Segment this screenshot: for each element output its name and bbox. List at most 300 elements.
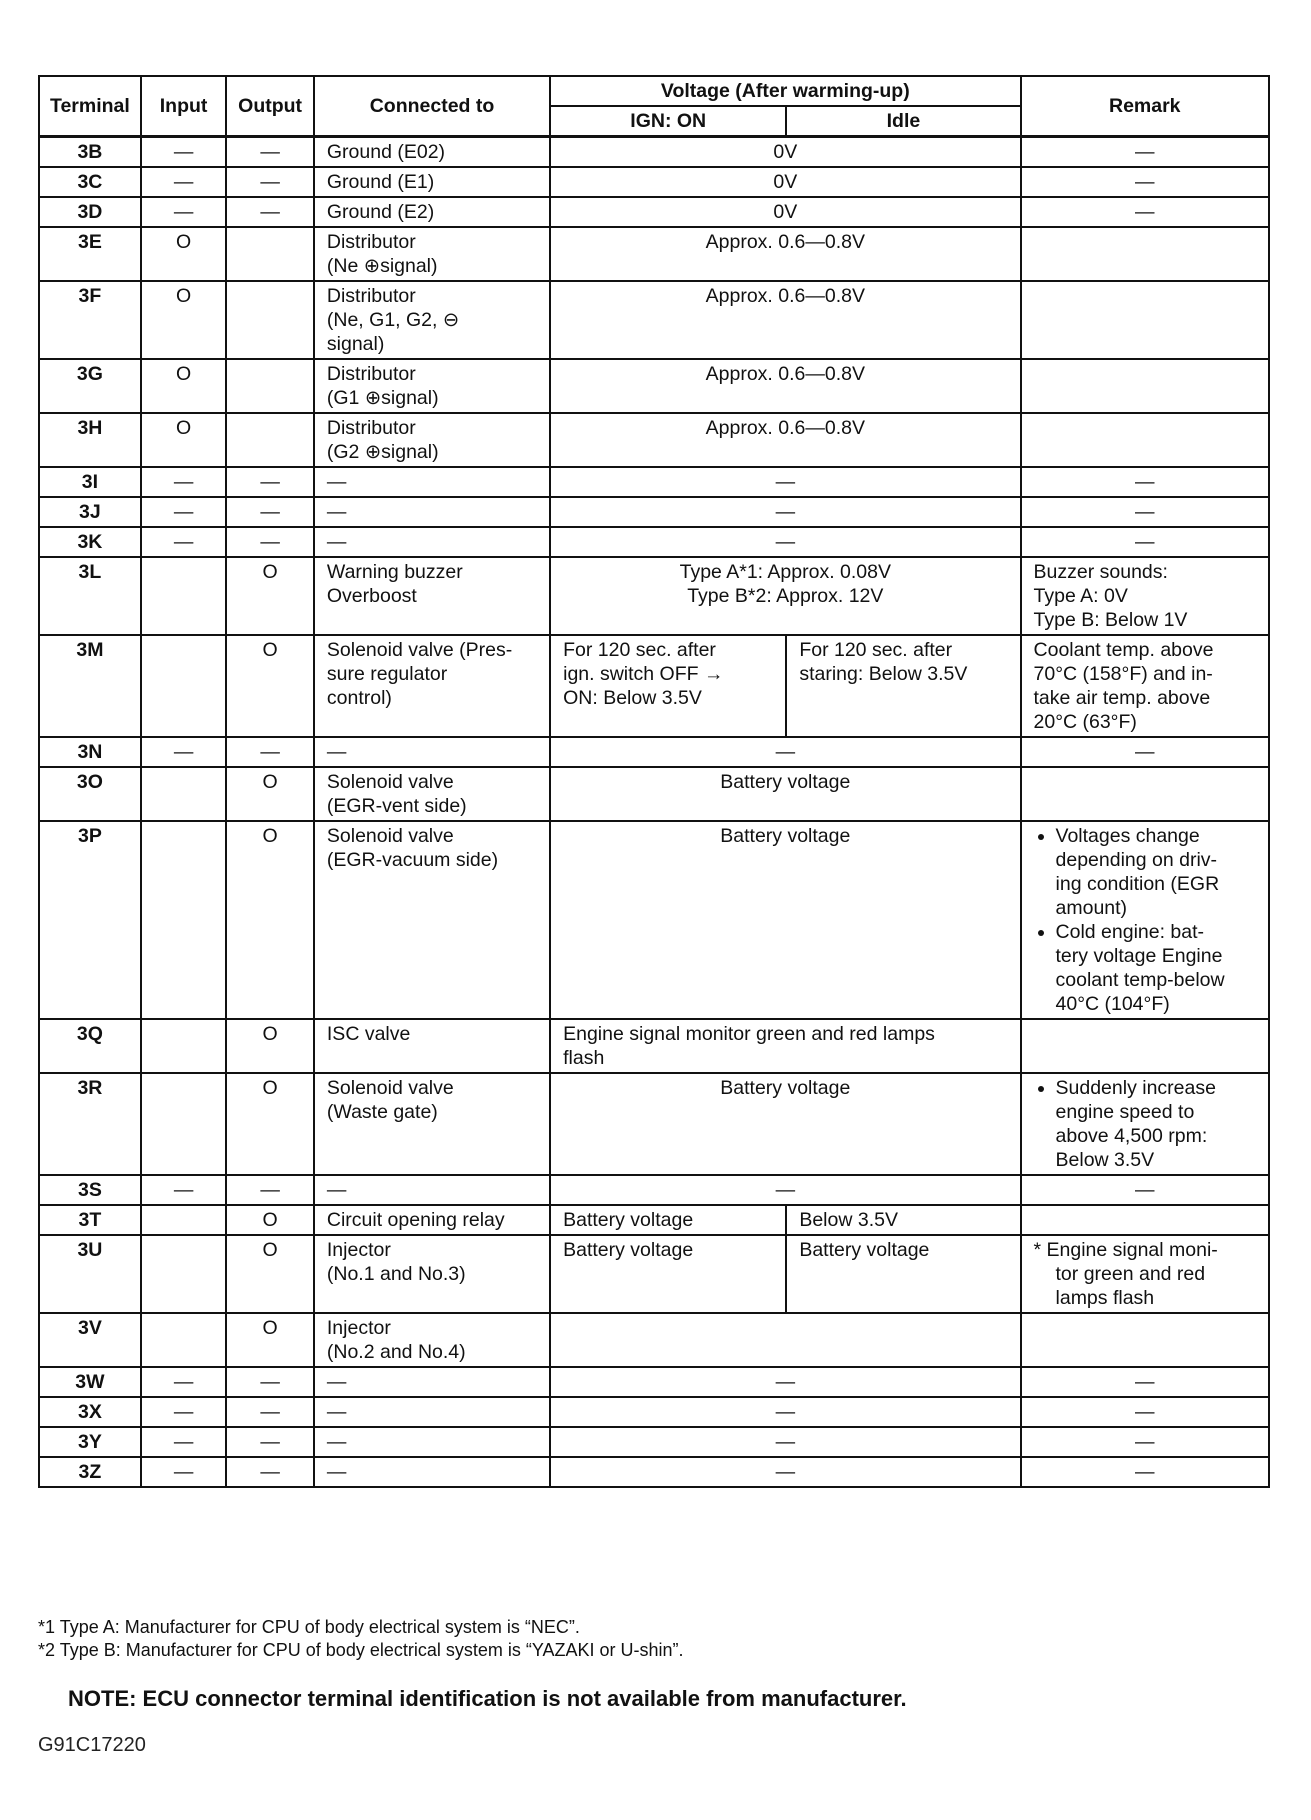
voltage-cell	[550, 137, 1020, 168]
connected-to-cell	[314, 1175, 550, 1205]
connected-to-cell	[314, 1367, 550, 1397]
voltage-ign-on-cell-text: For 120 sec. after ign. switch OFF → ON: Below 3.5V	[563, 639, 724, 709]
output-cell	[226, 497, 314, 527]
voltage-cell-text: —	[775, 501, 796, 523]
table-row	[39, 635, 1269, 737]
terminal-cell	[39, 1205, 141, 1235]
table-row	[39, 197, 1269, 227]
remark-cell-text: —	[1135, 171, 1155, 193]
output-cell	[226, 359, 314, 413]
terminal-cell-text: 3Q	[76, 1023, 103, 1045]
remark-cell	[1021, 137, 1269, 168]
voltage-cell	[550, 527, 1020, 557]
terminal-cell	[39, 359, 141, 413]
voltage-cell-text: —	[775, 471, 796, 493]
terminal-cell	[39, 1427, 141, 1457]
connected-to-cell-text: Warning buzzer Overboost	[326, 561, 463, 607]
terminal-cell-text: 3C	[77, 171, 103, 193]
input-cell-text: O	[175, 231, 192, 253]
output-cell	[226, 1235, 314, 1313]
terminal-voltage-table	[38, 75, 1270, 1488]
terminal-cell-text: 3E	[77, 231, 102, 253]
output-cell	[226, 197, 314, 227]
terminal-cell-text: 3U	[77, 1239, 103, 1261]
connected-to-cell	[314, 197, 550, 227]
input-cell	[141, 821, 227, 1019]
terminal-cell-text: 3F	[78, 285, 102, 307]
table-row	[39, 1313, 1269, 1367]
header-terminal: Terminal	[39, 76, 141, 137]
voltage-cell	[550, 227, 1020, 281]
input-cell	[141, 497, 227, 527]
voltage-cell-text: —	[775, 531, 796, 553]
terminal-cell-text: 3X	[77, 1401, 102, 1423]
connected-to-cell	[314, 1205, 550, 1235]
voltage-cell	[550, 197, 1020, 227]
remark-cell-text: —	[1135, 531, 1155, 553]
connected-to-cell	[314, 1457, 550, 1487]
input-cell	[141, 767, 227, 821]
input-cell	[141, 635, 227, 737]
output-cell-text: O	[262, 771, 278, 793]
table-row	[39, 557, 1269, 635]
voltage-cell	[550, 167, 1020, 197]
table-body	[39, 137, 1269, 1488]
output-cell	[226, 737, 314, 767]
connected-to-cell-text: Distributor (Ne, G1, G2, ⊖ signal)	[326, 285, 460, 355]
voltage-cell	[550, 1367, 1020, 1397]
terminal-cell	[39, 227, 141, 281]
voltage-cell	[550, 1313, 1020, 1367]
remark-cell	[1021, 1019, 1269, 1073]
voltage-cell-text: —	[775, 741, 796, 763]
input-cell	[141, 1367, 227, 1397]
input-cell	[141, 1235, 227, 1313]
output-cell	[226, 1397, 314, 1427]
remark-bullet-list	[1034, 1076, 1256, 1172]
input-cell-text: —	[173, 1371, 194, 1393]
terminal-cell	[39, 1457, 141, 1487]
remark-cell-text: —	[1135, 201, 1155, 223]
remark-cell	[1021, 1427, 1269, 1457]
footnote-type-b: *2 Type B: Manufacturer for CPU of body electrical system is “YAZAKI or U-shin”.	[38, 1640, 684, 1660]
input-cell	[141, 1019, 227, 1073]
voltage-cell-text: Battery voltage	[720, 1077, 851, 1099]
table-row	[39, 1235, 1269, 1313]
connected-to-cell-text: Solenoid valve (EGR-vent side)	[326, 771, 467, 817]
terminal-cell-text: 3Y	[77, 1431, 102, 1453]
input-cell	[141, 737, 227, 767]
voltage-cell-text: Engine signal monitor green and red lamps flash	[563, 1023, 935, 1069]
output-cell	[226, 1427, 314, 1457]
table-row	[39, 1457, 1269, 1487]
output-cell	[226, 167, 314, 197]
output-cell	[226, 1313, 314, 1367]
output-cell	[226, 1457, 314, 1487]
terminal-cell	[39, 413, 141, 467]
table-row	[39, 527, 1269, 557]
table-row	[39, 1427, 1269, 1457]
table-row	[39, 281, 1269, 359]
input-cell	[141, 359, 227, 413]
input-cell-text: —	[173, 1179, 194, 1201]
terminal-cell-text: 3W	[75, 1371, 105, 1393]
connected-to-cell	[314, 167, 550, 197]
voltage-cell-text: —	[775, 1431, 796, 1453]
connected-to-cell-text: Ground (E02)	[326, 141, 446, 163]
voltage-cell	[550, 1457, 1020, 1487]
header-connected-to: Connected to	[314, 76, 550, 137]
connected-to-cell	[314, 1397, 550, 1427]
remark-cell-text: —	[1135, 1371, 1155, 1393]
remark-cell	[1021, 359, 1269, 413]
voltage-cell-text: Approx. 0.6—0.8V	[705, 417, 865, 439]
input-cell	[141, 281, 227, 359]
voltage-cell	[550, 1397, 1020, 1427]
input-cell	[141, 137, 227, 168]
manufacturer-note: NOTE: ECU connector terminal identification is not available from manufacturer.	[68, 1686, 907, 1711]
input-cell	[141, 1313, 227, 1367]
table-row	[39, 497, 1269, 527]
output-cell-text: —	[260, 201, 280, 223]
voltage-idle-cell	[786, 635, 1020, 737]
output-cell-text: —	[260, 741, 280, 763]
input-cell-text: O	[175, 417, 192, 439]
table-row	[39, 1073, 1269, 1175]
remark-cell	[1021, 1205, 1269, 1235]
voltage-cell-text: —	[775, 1371, 796, 1393]
remark-bullet-list	[1034, 824, 1256, 1016]
footnote-type-a: *1 Type A: Manufacturer for CPU of body electrical system is “NEC”.	[38, 1617, 580, 1637]
input-cell	[141, 413, 227, 467]
connected-to-cell-text: ISC valve	[326, 1023, 411, 1045]
voltage-cell	[550, 281, 1020, 359]
header-remark: Remark	[1021, 76, 1269, 137]
table-row	[39, 1019, 1269, 1073]
terminal-cell-text: 3B	[77, 141, 103, 163]
connected-to-cell-text: Ground (E2)	[326, 201, 435, 223]
connected-to-cell-text: Solenoid valve (EGR-vacuum side)	[326, 825, 499, 871]
connected-to-cell-text: —	[326, 471, 347, 493]
terminal-cell	[39, 1175, 141, 1205]
output-cell	[226, 1205, 314, 1235]
remark-cell-text: —	[1135, 501, 1155, 523]
voltage-cell-text: 0V	[773, 141, 798, 163]
output-cell	[226, 635, 314, 737]
remark-cell	[1021, 1175, 1269, 1205]
remark-cell	[1021, 821, 1269, 1019]
voltage-cell	[550, 413, 1020, 467]
table-row	[39, 767, 1269, 821]
output-cell	[226, 281, 314, 359]
terminal-cell	[39, 635, 141, 737]
output-cell-text: O	[262, 1317, 278, 1339]
voltage-cell	[550, 821, 1020, 1019]
terminal-cell	[39, 821, 141, 1019]
voltage-cell	[550, 497, 1020, 527]
remark-cell	[1021, 1397, 1269, 1427]
voltage-cell-text: Battery voltage	[720, 771, 851, 793]
table-row	[39, 821, 1269, 1019]
output-cell-text: —	[260, 1371, 280, 1393]
connected-to-cell-text: Solenoid valve (Waste gate)	[326, 1077, 454, 1123]
remark-bullet: • Suddenly increase engine speed to above 4,500 rpm: Below 3.5V	[1056, 1076, 1256, 1172]
output-cell-text: O	[262, 825, 278, 847]
voltage-ign-on-cell	[550, 1205, 786, 1235]
output-cell-text: O	[262, 639, 278, 661]
voltage-cell	[550, 767, 1020, 821]
connected-to-cell-text: —	[326, 501, 347, 523]
connected-to-cell-text: Injector (No.2 and No.4)	[326, 1317, 466, 1363]
terminal-cell	[39, 467, 141, 497]
output-cell-text: O	[262, 1209, 278, 1231]
voltage-cell-text: Approx. 0.6—0.8V	[705, 363, 865, 385]
remark-cell	[1021, 737, 1269, 767]
remark-cell-text: —	[1135, 1461, 1155, 1483]
output-cell-text: —	[260, 1179, 280, 1201]
output-cell-text: —	[260, 171, 280, 193]
output-cell-text: —	[260, 471, 280, 493]
terminal-cell	[39, 1367, 141, 1397]
remark-cell	[1021, 281, 1269, 359]
remark-cell-text: * Engine signal moni- tor green and red lamps flash	[1033, 1239, 1218, 1309]
connected-to-cell	[314, 1313, 550, 1367]
output-cell	[226, 1367, 314, 1397]
remark-cell	[1021, 1457, 1269, 1487]
connected-to-cell	[314, 137, 550, 168]
voltage-cell	[550, 737, 1020, 767]
input-cell-text: —	[173, 1461, 194, 1483]
terminal-cell-text: 3T	[78, 1209, 102, 1231]
table-row	[39, 137, 1269, 168]
remark-cell	[1021, 467, 1269, 497]
terminal-cell	[39, 527, 141, 557]
connected-to-cell-text: Distributor (G2 ⊕signal)	[326, 417, 439, 463]
input-cell	[141, 1205, 227, 1235]
remark-cell-text: —	[1135, 471, 1155, 493]
terminal-cell-text: 3D	[77, 201, 103, 223]
connected-to-cell	[314, 497, 550, 527]
voltage-cell	[550, 1427, 1020, 1457]
table-row	[39, 167, 1269, 197]
voltage-cell-text: Approx. 0.6—0.8V	[705, 231, 865, 253]
input-cell-text: —	[173, 531, 194, 553]
remark-cell-text: Buzzer sounds: Type A: 0V Type B: Below 1V	[1033, 561, 1188, 631]
terminal-cell	[39, 197, 141, 227]
terminal-cell	[39, 557, 141, 635]
voltage-ign-on-cell	[550, 635, 786, 737]
voltage-idle-cell	[786, 1205, 1020, 1235]
voltage-cell-text: Battery voltage	[720, 825, 851, 847]
connected-to-cell-text: —	[326, 1401, 347, 1423]
output-cell	[226, 1019, 314, 1073]
terminal-cell-text: 3M	[76, 639, 104, 661]
remark-cell	[1021, 497, 1269, 527]
remark-cell	[1021, 1313, 1269, 1367]
table-row	[39, 1367, 1269, 1397]
voltage-idle-cell-text: Battery voltage	[799, 1239, 930, 1261]
table-row	[39, 1175, 1269, 1205]
terminal-cell	[39, 167, 141, 197]
output-cell-text: O	[262, 1077, 278, 1099]
voltage-cell-text: Type A*1: Approx. 0.08V Type B*2: Approx. 12V	[679, 561, 892, 607]
table-row	[39, 359, 1269, 413]
remark-bullet: • Voltages change depending on driv- ing condition (EGR amount)	[1056, 824, 1256, 920]
connected-to-cell	[314, 1019, 550, 1073]
table-row	[39, 467, 1269, 497]
terminal-cell	[39, 1235, 141, 1313]
terminal-cell	[39, 497, 141, 527]
terminal-cell-text: 3Z	[78, 1461, 102, 1483]
output-cell-text: —	[260, 1401, 280, 1423]
input-cell-text: —	[173, 741, 194, 763]
input-cell-text: O	[175, 285, 192, 307]
header-idle: Idle	[786, 106, 1020, 137]
voltage-ign-on-cell-text: Battery voltage	[563, 1209, 694, 1231]
input-cell-text: —	[173, 201, 194, 223]
output-cell	[226, 467, 314, 497]
output-cell	[226, 227, 314, 281]
connected-to-cell-text: —	[326, 1371, 347, 1393]
table-row	[39, 1397, 1269, 1427]
terminal-cell	[39, 281, 141, 359]
connected-to-cell-text: —	[326, 1461, 347, 1483]
remark-cell	[1021, 1235, 1269, 1313]
terminal-cell-text: 3G	[76, 363, 103, 385]
terminal-cell	[39, 1397, 141, 1427]
connected-to-cell	[314, 359, 550, 413]
voltage-idle-cell-text: Below 3.5V	[799, 1209, 898, 1231]
remark-cell	[1021, 1367, 1269, 1397]
output-cell	[226, 557, 314, 635]
header-output: Output	[226, 76, 314, 137]
terminal-cell-text: 3L	[78, 561, 102, 583]
terminal-cell	[39, 767, 141, 821]
input-cell-text: —	[173, 471, 194, 493]
voltage-cell-text: 0V	[773, 201, 798, 223]
output-cell-text: O	[262, 561, 278, 583]
terminal-cell-text: 3P	[77, 825, 102, 847]
remark-bullet: • Cold engine: bat- tery voltage Engine coolant temp-below 40°C (104°F)	[1056, 920, 1256, 1016]
connected-to-cell	[314, 767, 550, 821]
remark-cell-text: —	[1135, 1179, 1155, 1201]
terminal-cell-text: 3N	[77, 741, 103, 763]
connected-to-cell-text: —	[326, 531, 347, 553]
output-cell-text: O	[262, 1023, 278, 1045]
remark-cell-text: Coolant temp. above 70°C (158°F) and in- take air temp. above 20°C (63°F)	[1033, 639, 1214, 733]
remark-cell	[1021, 167, 1269, 197]
input-cell-text: —	[173, 1401, 194, 1423]
connected-to-cell	[314, 1427, 550, 1457]
connected-to-cell	[314, 527, 550, 557]
input-cell	[141, 527, 227, 557]
connected-to-cell	[314, 467, 550, 497]
input-cell	[141, 1397, 227, 1427]
input-cell	[141, 197, 227, 227]
terminal-cell-text: 3I	[81, 471, 99, 493]
output-cell-text: O	[262, 1239, 278, 1261]
output-cell	[226, 413, 314, 467]
terminal-cell	[39, 1073, 141, 1175]
voltage-cell	[550, 557, 1020, 635]
header-input: Input	[141, 76, 227, 137]
footnotes	[38, 1616, 1278, 1662]
voltage-cell-text: Approx. 0.6—0.8V	[705, 285, 865, 307]
remark-cell-text: —	[1135, 141, 1155, 163]
header-ign-on: IGN: ON	[550, 106, 786, 137]
output-cell	[226, 821, 314, 1019]
voltage-ign-on-cell	[550, 1235, 786, 1313]
connected-to-cell-text: —	[326, 1179, 347, 1201]
voltage-cell-text: —	[775, 1461, 796, 1483]
input-cell-text: —	[173, 1431, 194, 1453]
table-row	[39, 413, 1269, 467]
connected-to-cell	[314, 821, 550, 1019]
remark-cell	[1021, 1073, 1269, 1175]
input-cell-text: O	[175, 363, 192, 385]
voltage-idle-cell-text: For 120 sec. after staring: Below 3.5V	[799, 639, 968, 685]
table-row	[39, 1205, 1269, 1235]
connected-to-cell-text: —	[326, 741, 347, 763]
terminal-cell-text: 3H	[77, 417, 103, 439]
remark-cell	[1021, 635, 1269, 737]
connected-to-cell-text: Distributor (Ne ⊕signal)	[326, 231, 438, 277]
output-cell-text: —	[260, 1461, 280, 1483]
input-cell	[141, 167, 227, 197]
output-cell-text: —	[260, 501, 280, 523]
remark-cell-text: —	[1135, 741, 1155, 763]
output-cell	[226, 767, 314, 821]
voltage-cell	[550, 1073, 1020, 1175]
voltage-cell	[550, 359, 1020, 413]
input-cell-text: —	[173, 171, 194, 193]
figure-code: G91C17220	[38, 1734, 146, 1756]
output-cell	[226, 527, 314, 557]
table-row	[39, 227, 1269, 281]
connected-to-cell	[314, 737, 550, 767]
terminal-cell	[39, 737, 141, 767]
input-cell-text: —	[173, 141, 194, 163]
input-cell	[141, 557, 227, 635]
voltage-idle-cell	[786, 1235, 1020, 1313]
terminal-cell-text: 3J	[79, 501, 101, 523]
output-cell	[226, 137, 314, 168]
output-cell-text: —	[260, 531, 280, 553]
voltage-cell-text: —	[775, 1179, 796, 1201]
voltage-cell	[550, 1019, 1020, 1073]
voltage-cell-text: 0V	[773, 171, 798, 193]
connected-to-cell	[314, 1073, 550, 1175]
connected-to-cell	[314, 635, 550, 737]
connected-to-cell	[314, 413, 550, 467]
header-voltage-group: Voltage (After warming-up)	[550, 76, 1020, 106]
input-cell	[141, 227, 227, 281]
voltage-cell-text: —	[775, 1401, 796, 1423]
output-cell	[226, 1175, 314, 1205]
input-cell	[141, 1175, 227, 1205]
connected-to-cell	[314, 227, 550, 281]
input-cell	[141, 1073, 227, 1175]
terminal-cell-text: 3K	[77, 531, 103, 553]
connected-to-cell	[314, 1235, 550, 1313]
connected-to-cell-text: Distributor (G1 ⊕signal)	[326, 363, 439, 409]
terminal-cell-text: 3R	[77, 1077, 103, 1099]
input-cell	[141, 1427, 227, 1457]
output-cell	[226, 1073, 314, 1175]
remark-cell-text: —	[1135, 1401, 1155, 1423]
connected-to-cell-text: —	[326, 1431, 347, 1453]
remark-cell	[1021, 227, 1269, 281]
